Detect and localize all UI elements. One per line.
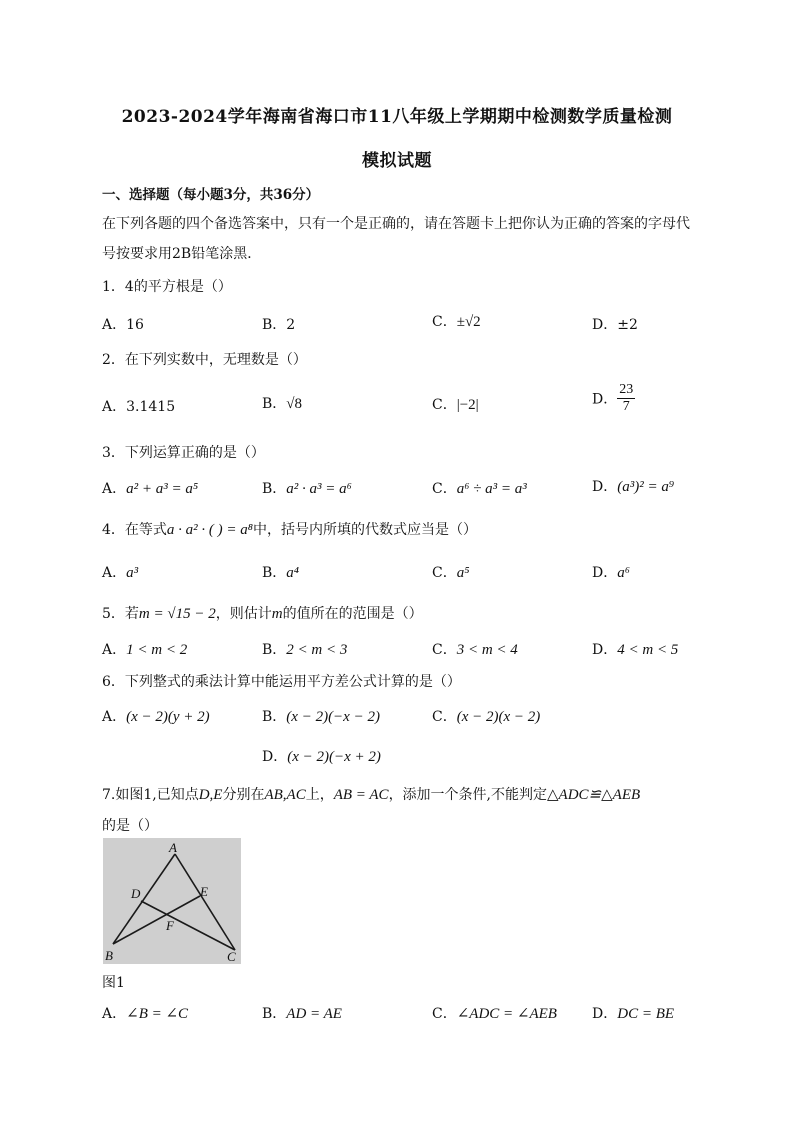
q6-option-c-label: C．: [432, 709, 457, 725]
exam-title-line1: 2023-2024学年海南省海口市11八年级上学期期中检测数学质量检测: [121, 107, 673, 127]
q5-stem-post: ，则估计: [215, 606, 272, 622]
q6-option-b-label: B．: [262, 709, 287, 725]
q7-option-d-math: DC = BE: [617, 1006, 675, 1022]
q7-option-b-label: B．: [262, 1006, 287, 1022]
q2-option-d: [592, 382, 635, 415]
q6-option-b-math: (x − 2)(−x − 2): [286, 709, 380, 725]
q5-stem-var: m: [271, 606, 283, 622]
q4-option-a: [102, 562, 138, 582]
q4-stem: [102, 519, 477, 539]
q5-stem: [102, 603, 423, 623]
q2-option-b: [262, 393, 302, 413]
q7-option-a-label: A．: [102, 1006, 127, 1022]
q4-option-c: [432, 562, 469, 582]
q5-stem-pre: 5．若: [102, 606, 139, 622]
q7-stem-line1: [102, 784, 640, 804]
q7-figure-triangle: [103, 838, 241, 964]
q7-stem-add: ，添加一个条件,不能判定: [388, 787, 548, 803]
q7-stem-points: D,E: [198, 787, 223, 803]
q3-option-d-label: D．: [592, 479, 618, 495]
q3-option-d: [592, 476, 674, 496]
q2-option-c: [432, 394, 479, 414]
q7-stem-triangles: △ADC≌△AEB: [547, 787, 641, 803]
q4-option-d-math: a⁶: [617, 565, 630, 581]
q6-option-c: [432, 706, 540, 726]
point-label-c: C: [227, 949, 236, 964]
q7-option-b-math: AD = AE: [286, 1006, 342, 1022]
q1-option-b: B．2: [262, 317, 296, 333]
q4-option-b-label: B．: [262, 565, 287, 581]
q7-stem-on: 上，: [305, 787, 334, 803]
q4-stem-post: 中，括号内所填的代数式应当是（）: [253, 522, 477, 538]
q7-option-c-label: C．: [432, 1006, 457, 1022]
q3-option-a-label: A．: [102, 481, 127, 497]
q3-option-c: [432, 478, 527, 498]
q2-option-d-denominator: 7: [622, 399, 630, 414]
q5-option-b-math: 2 < m < 3: [286, 642, 348, 658]
q1-option-c-label: C．: [432, 314, 457, 330]
q5-stem-end: 的值所在的范围是（）: [282, 606, 423, 622]
q7-option-d: [592, 1003, 674, 1023]
point-label-d: D: [131, 886, 141, 901]
q1-option-d: D．±2: [592, 317, 638, 333]
q3-option-c-label: C．: [432, 481, 457, 497]
exam-title-line2: 模拟试题: [362, 151, 432, 171]
q5-option-a: [102, 639, 187, 659]
q7-stem-equation: AB = AC: [333, 787, 389, 803]
point-label-f: F: [166, 918, 174, 933]
q3-option-c-math: a⁶ ÷ a³ = a³: [456, 481, 527, 497]
q7-option-c: [432, 1003, 557, 1023]
q6-option-d-label: D．: [262, 749, 288, 765]
q3-option-a-math: a² + a³ = a⁵: [126, 481, 199, 497]
q7-option-c-math: ∠ADC = ∠AEB: [456, 1006, 557, 1022]
q3-option-d-math: (a³)² = a⁹: [617, 479, 675, 495]
q7-stem-pre: 7.如图1,已知点: [102, 787, 199, 803]
q3-stem: 3．下列运算正确的是（）: [102, 445, 265, 461]
q4-option-d-label: D．: [592, 565, 618, 581]
q6-stem: 6．下列整式的乘法计算中能运用平方差公式计算的是（）: [102, 674, 461, 690]
q7-option-d-label: D．: [592, 1006, 618, 1022]
q6-option-a: [102, 706, 210, 726]
q2-stem: 2．在下列实数中，无理数是（）: [102, 352, 307, 368]
q1-option-c: [432, 311, 481, 331]
instruction-line1: 在下列各题的四个备选答案中，只有一个是正确的，请在答题卡上把你认为正确的答案的字母代: [102, 216, 690, 232]
q2-option-d-label: D．: [592, 391, 618, 408]
q1-option-c-math: ±√2: [456, 314, 481, 330]
q2-option-d-numerator: 23: [619, 382, 634, 397]
q2-option-c-label: C．: [432, 397, 457, 413]
q4-option-a-label: A．: [102, 565, 127, 581]
q5-option-a-label: A．: [102, 642, 127, 658]
q4-option-a-math: a³: [126, 565, 139, 581]
q4-option-b-math: a⁴: [286, 565, 300, 581]
q7-option-a-math: ∠B = ∠C: [126, 1006, 189, 1022]
q5-option-c: [432, 639, 518, 659]
figure-photo-background: [103, 838, 241, 964]
q7-stem-mid: 分别在: [222, 787, 265, 803]
q7-figure-label: 图1: [102, 975, 125, 991]
q5-option-d-math: 4 < m < 5: [617, 642, 679, 658]
q4-option-d: [592, 562, 630, 582]
q7-stem-end: 的是（）: [102, 818, 158, 834]
q6-option-a-math: (x − 2)(y + 2): [126, 709, 210, 725]
q7-option-b: [262, 1003, 342, 1023]
q7-stem-segments: AB,AC: [264, 787, 306, 803]
q4-option-b: [262, 562, 299, 582]
q4-option-c-label: C．: [432, 565, 457, 581]
q5-option-c-label: C．: [432, 642, 457, 658]
point-label-a: A: [169, 840, 177, 855]
q3-option-a: [102, 478, 198, 498]
q5-option-a-math: 1 < m < 2: [126, 642, 188, 658]
q4-stem-math: a · a² · ( ) = a⁸: [166, 522, 253, 538]
section-heading: 一、选择题（每小题3分，共36分）: [102, 187, 320, 203]
q5-stem-math: m = √15 − 2: [138, 606, 216, 622]
q5-option-b: [262, 639, 347, 659]
q4-stem-pre: 4．在等式: [102, 522, 167, 538]
q5-option-c-math: 3 < m < 4: [456, 642, 518, 658]
q2-option-a: A．3.1415: [102, 399, 176, 415]
q6-option-a-label: A．: [102, 709, 127, 725]
instruction-line2: 号按要求用2B铅笔涂黑．: [102, 246, 262, 262]
q6-option-d-math: (x − 2)(−x + 2): [287, 749, 381, 765]
q3-option-b-label: B．: [262, 481, 287, 497]
q1-stem: 1．4的平方根是（）: [102, 279, 232, 295]
q7-option-a: [102, 1003, 188, 1023]
q3-option-b: [262, 478, 352, 498]
q6-option-b: [262, 706, 380, 726]
point-label-b: B: [105, 948, 113, 963]
point-label-e: E: [200, 884, 208, 899]
q5-option-d-label: D．: [592, 642, 618, 658]
q2-option-c-math: |−2|: [456, 397, 479, 413]
q4-option-c-math: a⁵: [456, 565, 470, 581]
q1-option-a: A．16: [102, 317, 144, 333]
q5-option-d: [592, 639, 678, 659]
q6-option-d: [262, 746, 381, 766]
q3-option-b-math: a² · a³ = a⁶: [286, 481, 352, 497]
q5-option-b-label: B．: [262, 642, 287, 658]
q2-option-b-label: B．: [262, 396, 287, 412]
q2-option-b-math: √8: [286, 396, 303, 412]
q2-option-d-fraction: [617, 382, 635, 415]
q6-option-c-math: (x − 2)(x − 2): [456, 709, 541, 725]
